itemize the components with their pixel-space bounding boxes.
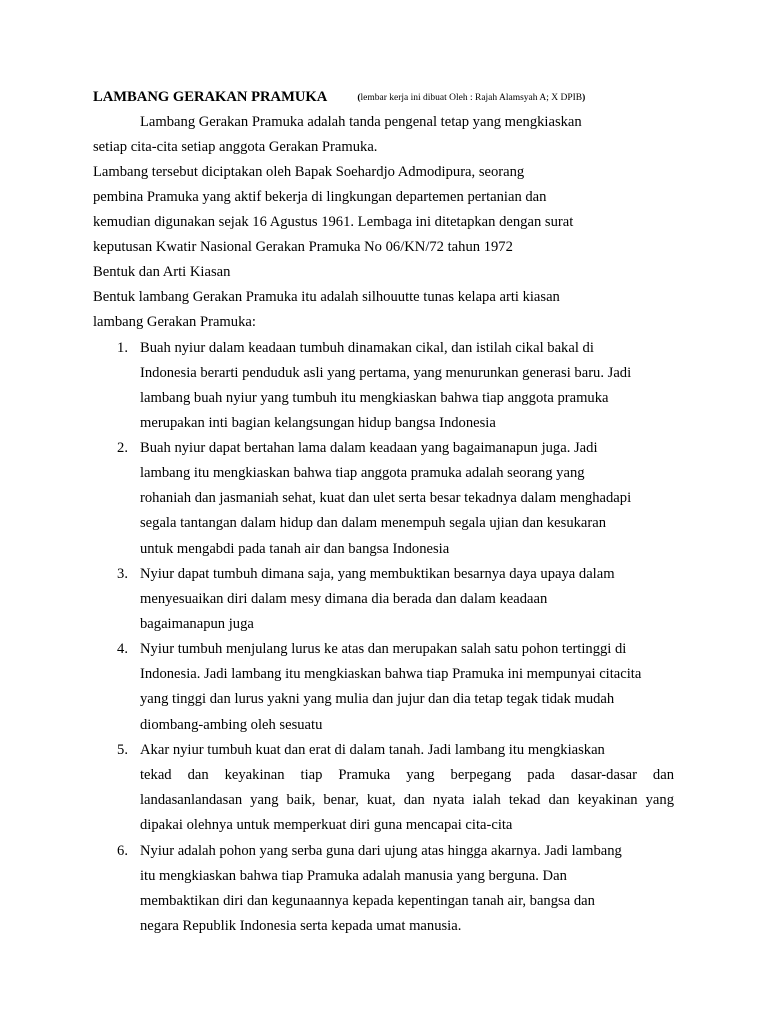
list-item-number: 4. (117, 641, 128, 657)
list-item-line: tekad dan keyakinan tiap Pramuka yang berpegang pada dasar-dasar dan (140, 767, 674, 783)
list-item-line: Buah nyiur dalam keadaan tumbuh dinamakan cikal, dan istilah cikal bakal di (140, 340, 594, 356)
list-item-number: 5. (117, 742, 128, 758)
list-item-line: merupakan inti bagian kelangsungan hidup bangsa Indonesia (140, 415, 496, 431)
list-item-line: itu mengkiaskan bahwa tiap Pramuka adalah manusia yang berguna. Dan (140, 868, 567, 884)
list-item-line: segala tantangan dalam hidup dan dalam menempuh segala ujian dan kesukaran (140, 515, 607, 531)
list-item-line: membaktikan diri dan kegunaannya kepada kepentingan tanah air, bangsa dan (140, 893, 595, 909)
list-item-line: lambang itu mengkiaskan bahwa tiap anggota pramuka adalah seorang yang (140, 465, 585, 481)
list-item-line: diombang-ambing oleh sesuatu (140, 717, 323, 733)
page-title: LAMBANG GERAKAN PRAMUKA (93, 89, 328, 105)
intro-line: Lambang Gerakan Pramuka adalah tanda pengenal tetap yang mengkiaskan (140, 114, 582, 130)
list-item-line: rohaniah dan jasmaniah sehat, kuat dan ulet serta besar tekadnya dalam menghadapi (140, 490, 632, 506)
list-item-number: 6. (117, 843, 128, 859)
list-item-line: menyesuaikan diri dalam mesy dimana dia berada dan dalam keadaan (140, 591, 548, 607)
list-item-line: untuk mengabdi pada tanah air dan bangsa Indonesia (140, 541, 450, 557)
author-note (357, 93, 585, 103)
list-item-number: 2. (117, 440, 128, 456)
list-item-line: Nyiur adalah pohon yang serba guna dari ujung atas hingga akarnya. Jadi lambang (140, 843, 622, 859)
list-item-line: Nyiur dapat tumbuh dimana saja, yang membuktikan besarnya daya upaya dalam (140, 566, 615, 582)
list-item-number: 1. (117, 340, 128, 356)
intro-line: Bentuk lambang Gerakan Pramuka itu adalah silhouutte tunas kelapa arti kiasan (93, 289, 560, 305)
list-item-line: Akar nyiur tumbuh kuat dan erat di dalam tanah. Jadi lambang itu mengkiaskan (140, 742, 605, 758)
list-item-line: landasanlandasan yang baik, benar, kuat, dan nyata ialah tekad dan keyakinan yang (140, 792, 674, 808)
list-item-number: 3. (117, 566, 128, 582)
list-item-line: yang tinggi dan lurus yakni yang mulia dan jujur dan dia tetap tegak tidak mudah (140, 691, 615, 707)
list-item-line: lambang buah nyiur yang tumbuh itu mengkiaskan bahwa tiap anggota pramuka (140, 390, 609, 406)
section-heading: Bentuk dan Arti Kiasan (93, 264, 231, 280)
list-item-line: Nyiur tumbuh menjulang lurus ke atas dan merupakan salah satu pohon tertinggi di (140, 641, 627, 657)
intro-line: keputusan Kwatir Nasional Gerakan Pramuka No 06/KN/72 tahun 1972 (93, 239, 513, 255)
list-item-line: negara Republik Indonesia serta kepada umat manusia. (140, 918, 462, 934)
intro-line: lambang Gerakan Pramuka: (93, 314, 256, 330)
list-item-line: dipakai olehnya untuk memperkuat diri guna mencapai cita-cita (140, 817, 513, 833)
author-note-text: lembar kerja ini dibuat Oleh : Rajah Alamsyah A; X DPIB (360, 93, 583, 103)
intro-line: kemudian digunakan sejak 16 Agustus 1961. Lembaga ini ditetapkan dengan surat (93, 214, 574, 230)
author-note-open: ( (357, 93, 361, 103)
intro-line: Lambang tersebut diciptakan oleh Bapak Soehardjo Admodipura, seorang (93, 164, 525, 180)
title-line (93, 88, 585, 106)
intro-line: setiap cita-cita setiap anggota Gerakan Pramuka. (93, 139, 378, 155)
list-item-line: bagaimanapun juga (140, 616, 254, 632)
list-item-line: Indonesia. Jadi lambang itu mengkiaskan bahwa tiap Pramuka ini mempunyai citacita (140, 666, 642, 682)
list-item-line: Buah nyiur dapat bertahan lama dalam keadaan yang bagaimanapun juga. Jadi (140, 440, 598, 456)
intro-line: pembina Pramuka yang aktif bekerja di lingkungan departemen pertanian dan (93, 189, 547, 205)
list-item-line: Indonesia berarti penduduk asli yang pertama, yang menurunkan generasi baru. Jadi (140, 365, 632, 381)
author-note-close: ) (582, 93, 586, 103)
